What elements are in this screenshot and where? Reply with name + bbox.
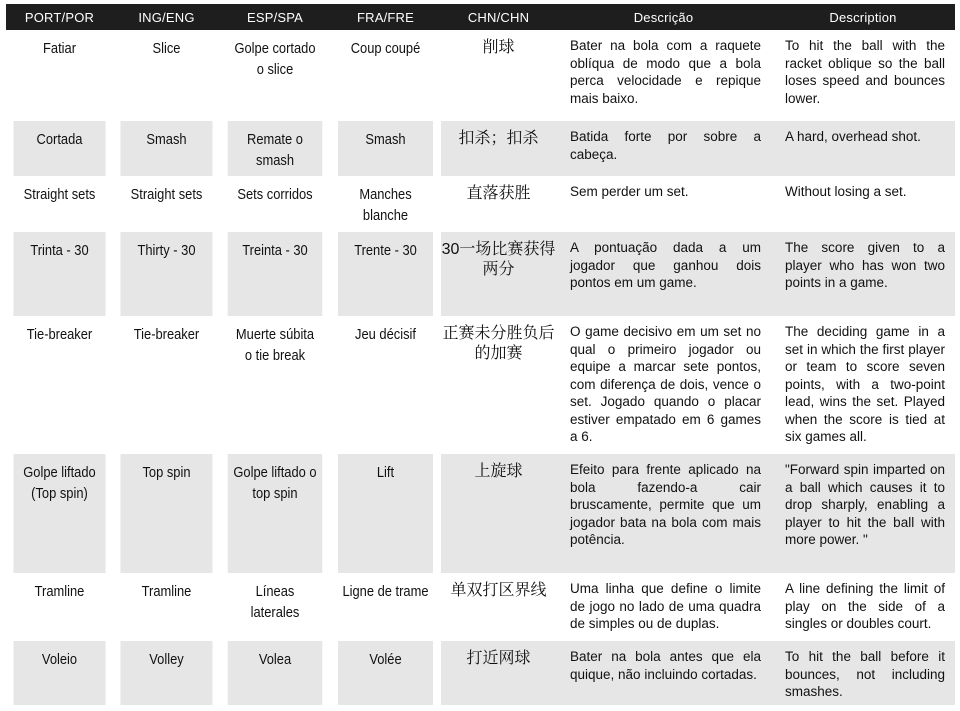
header-descricao: Descrição: [556, 4, 771, 30]
cell-spa: Sets corridos: [237, 186, 313, 203]
cell-desc-en: A hard, overhead shot.: [771, 121, 955, 176]
cell-fre: Lift: [338, 454, 433, 573]
cell-chn: 打近网球: [441, 641, 556, 705]
cell-desc-en: A line defining the limit of play on the side of a singles or doubles court.: [785, 581, 945, 631]
cell-desc-pt: Sem perder um set.: [570, 184, 689, 199]
cell-por: Cortada: [13, 121, 105, 176]
table-row: [6, 232, 955, 316]
cell-chn: 削球: [482, 39, 515, 56]
cell-por: Fatiar: [43, 40, 76, 57]
cell-desc-pt: Uma linha que define o limite de jogo no lado de uma quadra de simples ou de duplas.: [570, 581, 761, 631]
table-row: [6, 641, 955, 705]
cell-fre: Smash: [338, 121, 433, 176]
cell-desc-en: To hit the ball with the racket oblique so the ball loses speed and bounces lower.: [785, 38, 945, 106]
cell-chn: 30一场比赛获得两分: [441, 232, 556, 316]
cell-fre: Volée: [338, 641, 433, 705]
cell-desc-pt: Bater na bola com a raquete oblíqua de modo que a bola perca velocidade e repique mais baixo.: [570, 38, 761, 106]
cell-desc-pt: Bater na bola antes que ela quique, não incluindo cortadas.: [556, 641, 771, 705]
cell-desc-en: Without losing a set.: [785, 184, 907, 199]
table-row: [6, 316, 955, 454]
cell-chn: 扣杀；扣杀: [441, 121, 556, 176]
cell-desc-en: "Forward spin imparted on a ball which causes it to drop sharply, enabling a player to hit the ball with more power. ": [771, 454, 955, 573]
cell-eng: Tie-breaker: [133, 326, 200, 343]
cell-fre: Ligne de trame: [342, 583, 429, 600]
cell-desc-en: The deciding game in a set in which the first player or team to score seven points, with a two-point lead, wins the set. Played when the score is tied at six games all.: [785, 324, 945, 444]
cell-eng: Volley: [120, 641, 212, 705]
cell-fre: Jeu décisif: [355, 326, 416, 343]
cell-spa: Golpe cortado o slice: [234, 40, 316, 78]
cell-fre: Trente - 30: [338, 232, 433, 316]
cell-chn: 直落获胜: [466, 185, 531, 202]
table-row: [6, 176, 955, 232]
cell-por: Golpe liftado (Top spin): [13, 454, 105, 573]
cell-chn: 正赛未分胜负后的加赛: [442, 325, 555, 362]
cell-spa: Volea: [228, 641, 323, 705]
header-description: Description: [771, 4, 955, 30]
header-port: PORT/POR: [6, 4, 113, 30]
cell-por: Tramline: [34, 583, 85, 600]
cell-desc-pt: Batida forte por sobre a cabeça.: [556, 121, 771, 176]
cell-desc-pt: A pontuação dada a um jogador que ganhou dois pontos em um game.: [556, 232, 771, 316]
table-row: [6, 30, 955, 121]
header-row: [6, 4, 955, 30]
cell-por: Tie-breaker: [26, 326, 93, 343]
cell-fre: Coup coupé: [350, 40, 421, 57]
header-eng: ING/ENG: [113, 4, 220, 30]
cell-spa: Líneas laterales: [250, 583, 300, 621]
cell-chn: 单双打区界线: [450, 582, 547, 599]
table-row: [6, 573, 955, 641]
table-row: [6, 121, 955, 176]
cell-desc-pt: O game decisivo em um set no qual o primeiro jogador ou equipe a marcar sete pontos, com diferença de dois, vence o set. Jogado quando o placar estiver empatado em 6 games a 6.: [570, 324, 761, 444]
cell-desc-pt: Efeito para frente aplicado na bola fazendo-a cair bruscamente, permite que um jogador bata na bola com mais potência.: [556, 454, 771, 573]
header-chn: CHN/CHN: [441, 4, 556, 30]
cell-spa: Golpe liftado o top spin: [228, 454, 323, 573]
cell-chn: 上旋球: [441, 454, 556, 573]
tennis-terms-table: [6, 4, 955, 705]
header-fre: FRA/FRE: [330, 4, 441, 30]
cell-fre: Manches blanche: [359, 186, 412, 224]
cell-desc-en: The score given to a player who has won two points in a game.: [771, 232, 955, 316]
cell-eng: Smash: [120, 121, 212, 176]
cell-spa: Muerte súbita o tie break: [235, 326, 315, 364]
cell-eng: Tramline: [141, 583, 192, 600]
cell-eng: Top spin: [120, 454, 212, 573]
cell-por: Trinta - 30: [13, 232, 105, 316]
cell-spa: Treinta - 30: [228, 232, 323, 316]
cell-eng: Thirty - 30: [120, 232, 212, 316]
cell-por: Straight sets: [23, 186, 96, 203]
table-row: [6, 454, 955, 573]
cell-eng: Slice: [152, 40, 181, 57]
cell-por: Voleio: [13, 641, 105, 705]
cell-spa: Remate o smash: [228, 121, 323, 176]
cell-desc-en: To hit the ball before it bounces, not including smashes.: [771, 641, 955, 705]
cell-eng: Straight sets: [130, 186, 203, 203]
header-spa: ESP/SPA: [220, 4, 330, 30]
